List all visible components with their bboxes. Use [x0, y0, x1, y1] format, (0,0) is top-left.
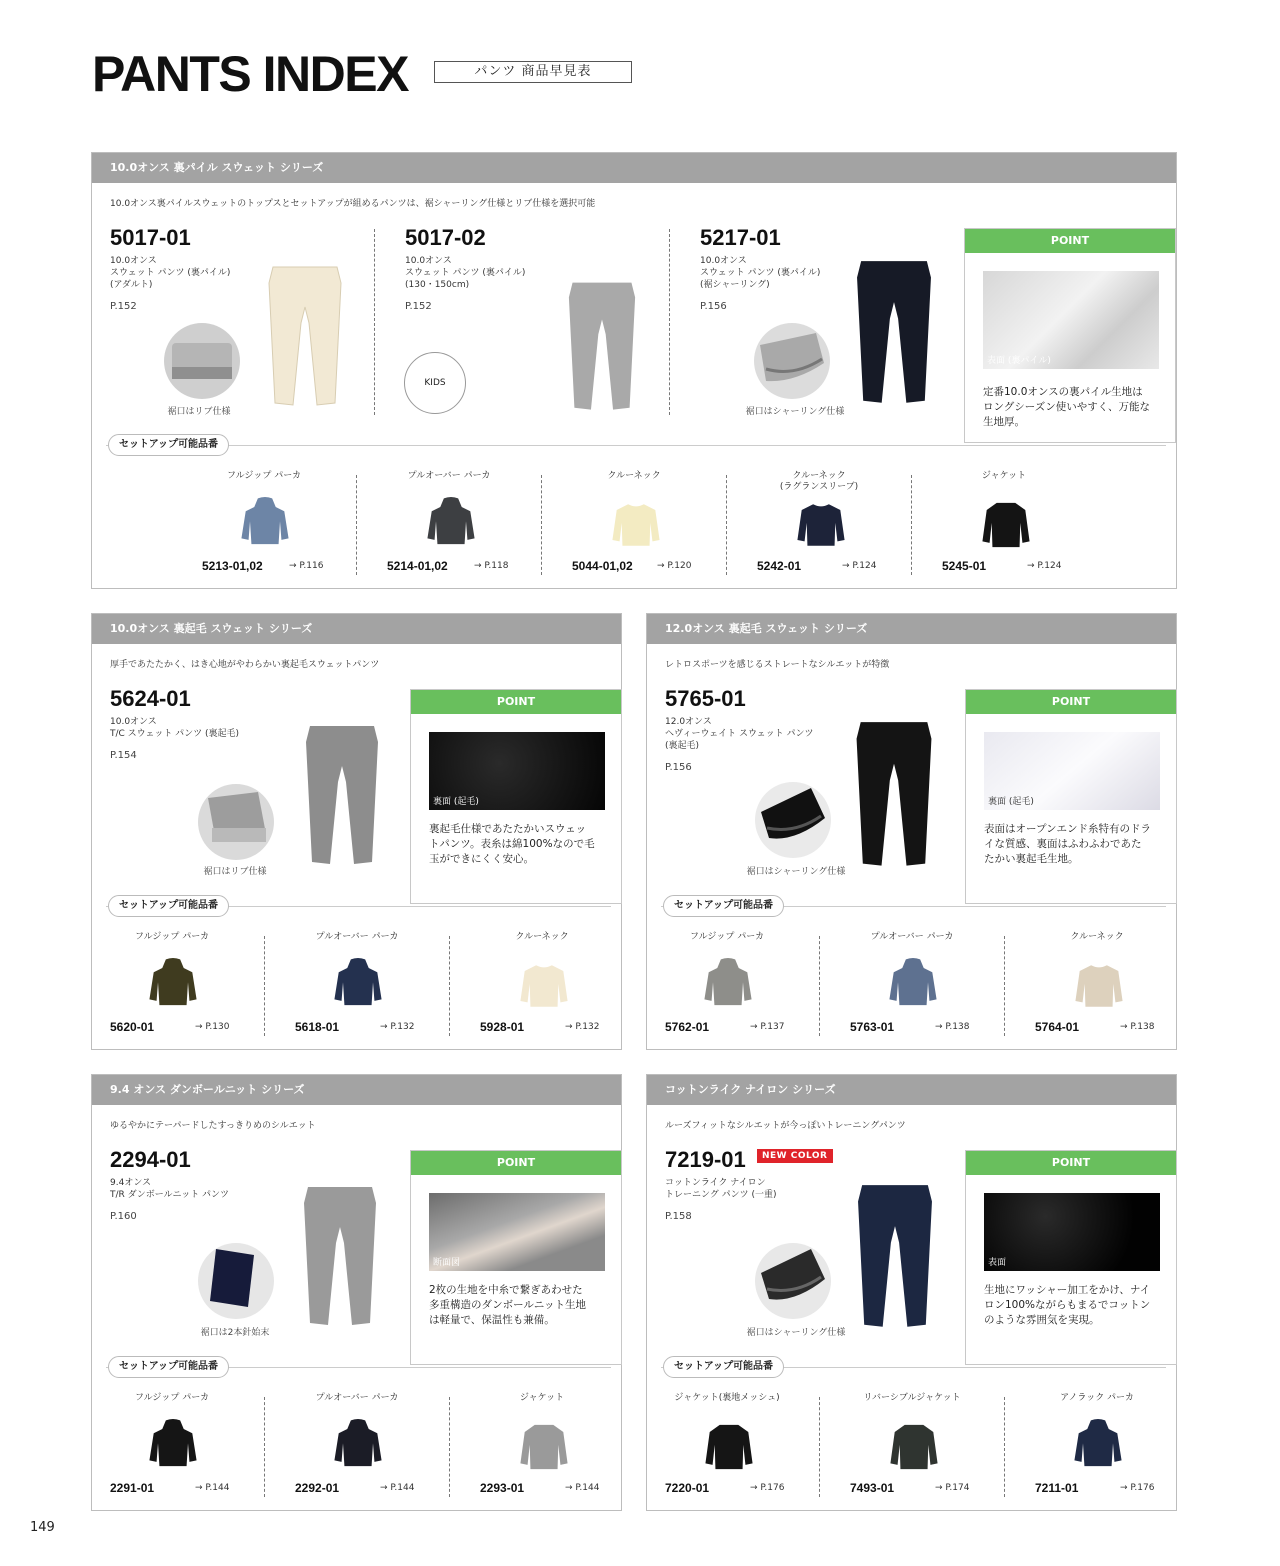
page-reference: P.152 — [405, 301, 432, 312]
divider — [819, 936, 820, 1036]
pants-image — [300, 1183, 380, 1333]
series-header: 10.0オンス 裏起毛 スウェット シリーズ — [92, 614, 621, 644]
series-header: コットンライク ナイロン シリーズ — [647, 1075, 1176, 1105]
series-header: 9.4 オンス ダンボールニット シリーズ — [92, 1075, 621, 1105]
panel-cardboard-knit-series — [91, 1074, 622, 1511]
setup-item-name: プルオーバー パーカ — [870, 932, 954, 942]
divider — [911, 475, 912, 575]
series-header: 12.0オンス 裏起毛 スウェット シリーズ — [647, 614, 1176, 644]
setup-item-code: 5620-01 — [110, 1020, 155, 1034]
product-code: 5217-01 — [700, 225, 781, 250]
setup-item-page: → P.118 — [474, 561, 509, 571]
product-name: 10.0オンス スウェット パンツ (裏パイル) (裾シャーリング) — [700, 256, 821, 290]
hoodie-image — [148, 1416, 198, 1472]
hoodie-image — [333, 1416, 383, 1472]
setup-item-name: クルーネック — [515, 932, 569, 942]
jacket-image — [980, 500, 1032, 550]
pants-image — [851, 718, 937, 874]
hoodie-image — [703, 955, 753, 1011]
page-reference: P.152 — [110, 301, 137, 312]
setup-item-code: 5928-01 — [480, 1020, 525, 1034]
setup-label: セットアップ可能品番 — [108, 434, 229, 456]
page-reference: P.156 — [700, 301, 727, 312]
point-box — [965, 689, 1177, 904]
page-reference: P.156 — [665, 762, 692, 773]
setup-item-code: 5618-01 — [295, 1020, 340, 1034]
setup-item-name: フルジップ パーカ — [226, 471, 302, 481]
divider — [264, 936, 265, 1036]
product-code: 7219-01 — [665, 1147, 746, 1172]
pants-image — [302, 722, 382, 872]
point-box — [410, 689, 622, 904]
hoodie-image — [426, 494, 476, 550]
series-description: レトロスポーツを感じるストレートなシルエットが特徴 — [665, 660, 890, 670]
pants-image — [852, 257, 936, 411]
cuff-caption: 裾口はシャーリング仕様 — [746, 1328, 846, 1338]
setup-label: セットアップ可能品番 — [108, 1356, 229, 1378]
point-text: 表面はオープンエンド糸特有のドラ イな質感、裏面はふわふわであた たかい裏起毛生地。 — [984, 823, 1152, 865]
setup-item-page: → P.138 — [1120, 1022, 1155, 1032]
hoodie-image — [240, 494, 290, 550]
page-title: PANTS INDEX — [92, 46, 408, 102]
cuff-detail-image — [198, 1243, 274, 1319]
setup-item-page: → P.130 — [195, 1022, 230, 1032]
product-code: 5765-01 — [665, 686, 746, 711]
setup-item-name: リバーシブルジャケット — [863, 1393, 961, 1403]
divider — [374, 229, 375, 415]
jacket-image — [703, 1422, 755, 1472]
hoodie-image — [148, 955, 198, 1011]
fabric-label: 裏面 (起毛) — [433, 797, 479, 807]
panel-cotton-like-nylon-series — [646, 1074, 1177, 1511]
setup-item-name: ジャケット — [981, 471, 1027, 481]
setup-item-page: → P.138 — [935, 1022, 970, 1032]
setup-item-page: → P.120 — [657, 561, 692, 571]
cuff-caption: 裾口はリブ仕様 — [167, 407, 231, 417]
setup-item-code: 5762-01 — [665, 1020, 710, 1034]
panel-brushed-sweat-10oz-series — [91, 613, 622, 1050]
series-description: ゆるやかにテーパードしたすっきりめのシルエット — [110, 1121, 316, 1131]
setup-item-name: クルーネック — [1070, 932, 1124, 942]
series-header: 10.0オンス 裏パイル スウェット シリーズ — [92, 153, 1176, 183]
setup-item-code: 5245-01 — [942, 559, 987, 573]
jacket-image — [518, 1422, 570, 1472]
crewneck-image — [795, 500, 847, 550]
setup-item-name: クルーネック — [607, 471, 661, 481]
setup-item-code: 2292-01 — [295, 1481, 340, 1495]
setup-item-page: → P.176 — [1120, 1483, 1155, 1493]
hoodie-image — [888, 955, 938, 1011]
setup-item-code: 5763-01 — [850, 1020, 895, 1034]
setup-rule — [106, 445, 1166, 446]
divider — [1004, 1397, 1005, 1497]
product-code: 5017-01 — [110, 225, 191, 250]
setup-item-code: 5764-01 — [1035, 1020, 1080, 1034]
jacket-image — [888, 1422, 940, 1472]
product-name: 10.0オンス T/C スウェット パンツ (裏起毛) — [110, 717, 240, 739]
product-name: 12.0オンス ヘヴィーウェイト スウェット パンツ (裏起毛) — [665, 717, 814, 751]
point-header: POINT — [411, 1151, 621, 1175]
page-number: 149 — [30, 1520, 55, 1535]
pants-image — [853, 1181, 937, 1335]
point-box — [965, 1150, 1177, 1365]
setup-item-page: → P.124 — [1027, 561, 1062, 571]
setup-item-code: 7220-01 — [665, 1481, 710, 1495]
crewneck-image — [610, 500, 662, 550]
fabric-label: 裏面 (起毛) — [988, 797, 1034, 807]
setup-item-code: 7493-01 — [850, 1481, 895, 1495]
divider — [819, 1397, 820, 1497]
divider — [726, 475, 727, 575]
product-name: 9.4オンス T/R ダンボールニット パンツ — [110, 1178, 230, 1200]
setup-item-name: クルーネック (ラグランスリーブ) — [779, 471, 859, 492]
fabric-label: 表面 — [988, 1258, 1007, 1268]
setup-item-page: → P.124 — [842, 561, 877, 571]
pants-image — [264, 263, 346, 413]
setup-item-name: ジャケット(裏地メッシュ) — [674, 1393, 780, 1403]
crewneck-image — [518, 961, 570, 1011]
setup-item-name: フルジップ パーカ — [134, 932, 210, 942]
setup-item-name: フルジップ パーカ — [689, 932, 765, 942]
setup-item-code: 5213-01,02 — [202, 559, 263, 573]
cuff-detail-image — [754, 323, 830, 399]
divider — [356, 475, 357, 575]
setup-item-page: → P.132 — [380, 1022, 415, 1032]
divider — [541, 475, 542, 575]
kids-badge: KIDS — [404, 352, 466, 414]
divider — [669, 229, 670, 415]
point-header: POINT — [411, 690, 621, 714]
setup-item-name: アノラック パーカ — [1060, 1393, 1134, 1403]
panel-pile-sweat-series — [91, 152, 1177, 589]
point-box — [410, 1150, 622, 1365]
setup-item-name: プルオーバー パーカ — [315, 932, 399, 942]
point-text: 生地にワッシャー加工をかけ、ナイ ロン100%ながらもまるでコットン のような雰囲気を実現。 — [984, 1284, 1151, 1326]
fabric-image — [429, 732, 605, 810]
cuff-caption: 裾口は2本針始末 — [200, 1328, 270, 1338]
setup-item-name: プルオーバー パーカ — [315, 1393, 399, 1403]
crewneck-image — [1073, 961, 1125, 1011]
divider — [1004, 936, 1005, 1036]
setup-item-name: ジャケット — [519, 1393, 565, 1403]
setup-item-page: → P.174 — [935, 1483, 970, 1493]
divider — [264, 1397, 265, 1497]
new-color-badge: NEW COLOR — [757, 1149, 833, 1163]
setup-item-page: → P.137 — [750, 1022, 785, 1032]
setup-item-code: 5242-01 — [757, 559, 802, 573]
product-code: 2294-01 — [110, 1147, 191, 1172]
series-description: 10.0オンス裏パイルスウェットのトップスとセットアップが組めるパンツは、裾シャーリング仕様とリブ仕様を選択可能 — [110, 199, 596, 209]
cuff-detail-image — [755, 1243, 831, 1319]
point-header: POINT — [965, 229, 1175, 253]
product-code: 5017-02 — [405, 225, 486, 250]
setup-label: セットアップ可能品番 — [108, 895, 229, 917]
pants-image — [564, 279, 640, 417]
setup-item-name: フルジップ パーカ — [134, 1393, 210, 1403]
setup-item-page: → P.144 — [195, 1483, 230, 1493]
page-subtitle: パンツ 商品早見表 — [434, 61, 632, 83]
panel-brushed-sweat-12oz-series — [646, 613, 1177, 1050]
setup-item-page: → P.144 — [380, 1483, 415, 1493]
fabric-image — [984, 732, 1160, 810]
setup-item-code: 5044-01,02 — [572, 559, 633, 573]
divider — [449, 1397, 450, 1497]
point-header: POINT — [966, 1151, 1176, 1175]
cuff-detail-image — [755, 782, 831, 858]
anorak-image — [1073, 1416, 1123, 1472]
divider — [449, 936, 450, 1036]
cuff-caption: 裾口はシャーリング仕様 — [745, 407, 845, 417]
setup-item-page: → P.144 — [565, 1483, 600, 1493]
setup-item-code: 2293-01 — [480, 1481, 525, 1495]
point-box — [964, 228, 1176, 443]
cuff-detail-image — [198, 784, 274, 860]
setup-item-page: → P.176 — [750, 1483, 785, 1493]
series-description: 厚手であたたかく、はき心地がやわらかい裏起毛スウェットパンツ — [110, 660, 380, 670]
point-text: 2枚の生地を中糸で繋ぎあわせた 多重構造のダンボールニット生地 は軽量で、保温性も兼備。 — [429, 1284, 586, 1326]
point-text: 裏起毛仕様であたたかいスウェッ トパンツ。表糸は綿100%なので毛 玉ができにくく安心。 — [429, 823, 595, 865]
page-reference: P.158 — [665, 1211, 692, 1222]
product-name: 10.0オンス スウェット パンツ (裏パイル) (130・150cm) — [405, 256, 526, 290]
fabric-label: 断面図 — [433, 1258, 461, 1268]
point-text: 定番10.0オンスの裏パイル生地は ロングシーズン使いやすく、万能な 生地厚。 — [983, 386, 1151, 428]
cuff-detail-image — [164, 323, 240, 399]
fabric-image — [429, 1193, 605, 1271]
setup-item-name: プルオーバー パーカ — [407, 471, 491, 481]
setup-item-page: → P.116 — [289, 561, 324, 571]
setup-label: セットアップ可能品番 — [663, 895, 784, 917]
setup-item-page: → P.132 — [565, 1022, 600, 1032]
product-name: 10.0オンス スウェット パンツ (裏パイル) (アダルト) — [110, 256, 231, 290]
fabric-image — [984, 1193, 1160, 1271]
series-description: ルーズフィットなシルエットが今っぽいトレーニングパンツ — [665, 1121, 906, 1131]
cuff-caption: 裾口はシャーリング仕様 — [746, 867, 846, 877]
product-name: コットンライク ナイロン トレーニング パンツ (一重) — [665, 1178, 777, 1200]
setup-label: セットアップ可能品番 — [663, 1356, 784, 1378]
cuff-caption: 裾口はリブ仕様 — [203, 867, 267, 877]
setup-item-code: 7211-01 — [1035, 1481, 1079, 1495]
hoodie-image — [333, 955, 383, 1011]
setup-item-code: 5214-01,02 — [387, 559, 448, 573]
page-reference: P.154 — [110, 750, 137, 761]
page-reference: P.160 — [110, 1211, 137, 1222]
fabric-label: 表面 (裏パイル) — [987, 356, 1051, 366]
setup-item-code: 2291-01 — [110, 1481, 155, 1495]
point-header: POINT — [966, 690, 1176, 714]
product-code: 5624-01 — [110, 686, 191, 711]
fabric-image — [983, 271, 1159, 369]
